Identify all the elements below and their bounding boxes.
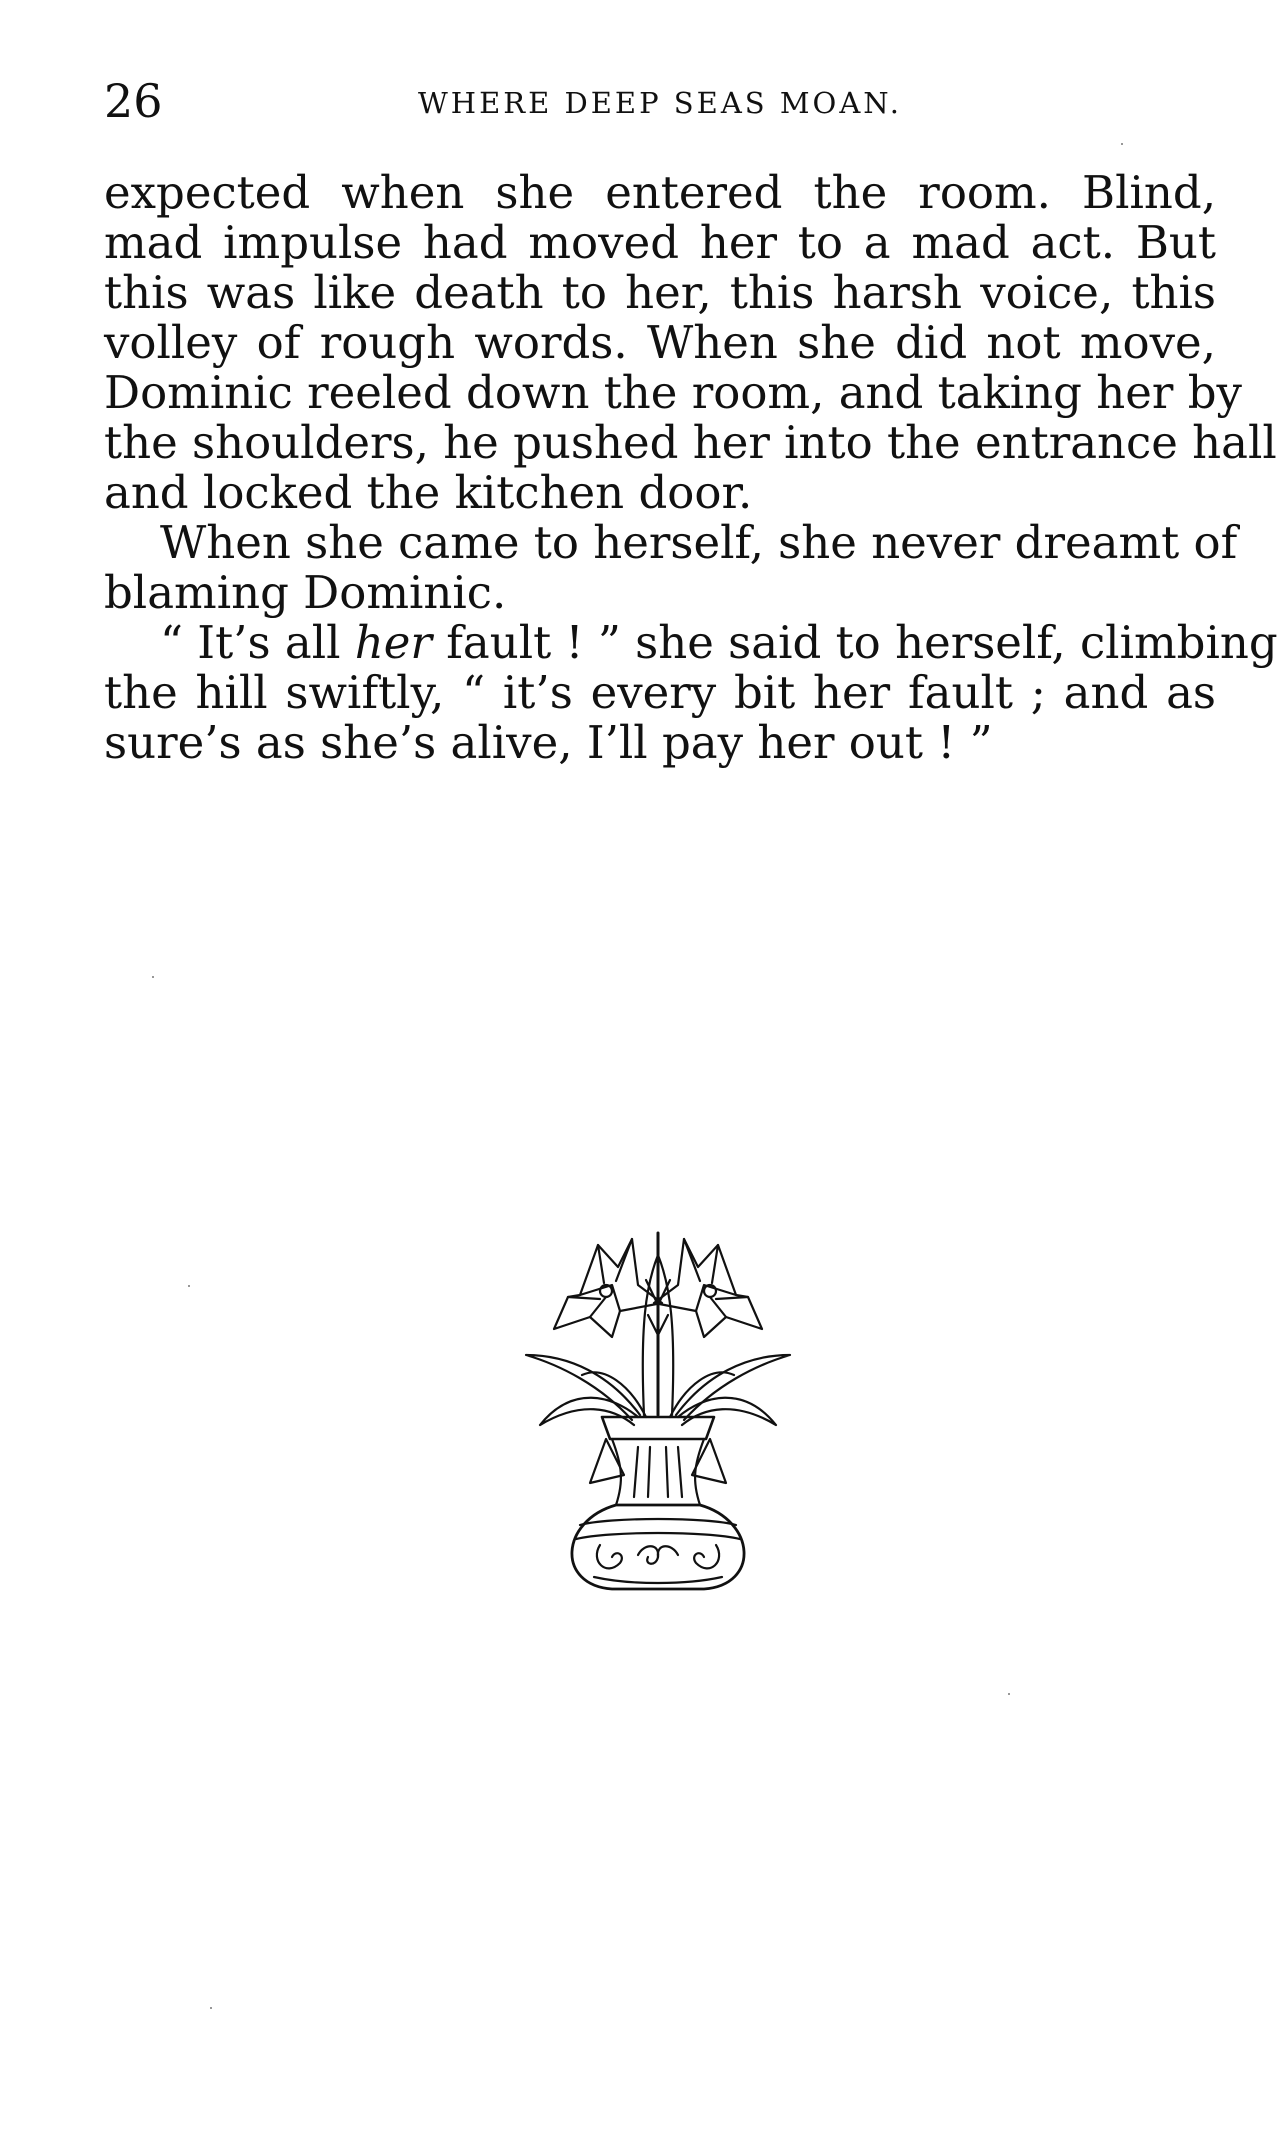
flower-vase-ornament-icon: [520, 1225, 796, 1593]
text-line: sure’s as she’s alive, I’ll pay her out ! ”: [104, 716, 993, 769]
text-line: this was like death to her, this harsh voice, this: [104, 266, 1216, 319]
text-line: mad impulse had moved her to a mad act. But: [104, 216, 1216, 269]
text-line: blaming Dominic.: [104, 566, 507, 619]
text-line: the hill swiftly, “ it’s every bit her fault ; and as: [104, 666, 1216, 719]
text-line: and locked the kitchen door.: [104, 466, 753, 519]
page-number: 26: [104, 74, 163, 128]
paper-speck: [210, 2007, 212, 2009]
text-line: the shoulders, he pushed her into the entrance hall: [104, 416, 1277, 469]
paper-speck: [1121, 143, 1123, 145]
paper-speck: [152, 976, 154, 978]
paper-speck: [1008, 1693, 1010, 1695]
paper-speck: [188, 1285, 190, 1287]
body-text: [104, 166, 1278, 769]
quote-part: “ It’s all: [160, 616, 355, 669]
text-line: Dominic reeled down the room, and taking her by: [104, 366, 1242, 419]
running-head: WHERE DEEP SEAS MOAN.: [417, 86, 903, 120]
emphasis: her: [354, 616, 432, 669]
paragraph-start: [104, 616, 1278, 669]
text-line: volley of rough words. When she did not move,: [104, 316, 1216, 369]
text-line: expected when she entered the room. Blind,: [104, 166, 1216, 219]
paragraph-start: When she came to herself, she never dreamt of: [160, 516, 1238, 569]
quote-part: fault ! ” she said to herself, climbing: [431, 616, 1278, 669]
